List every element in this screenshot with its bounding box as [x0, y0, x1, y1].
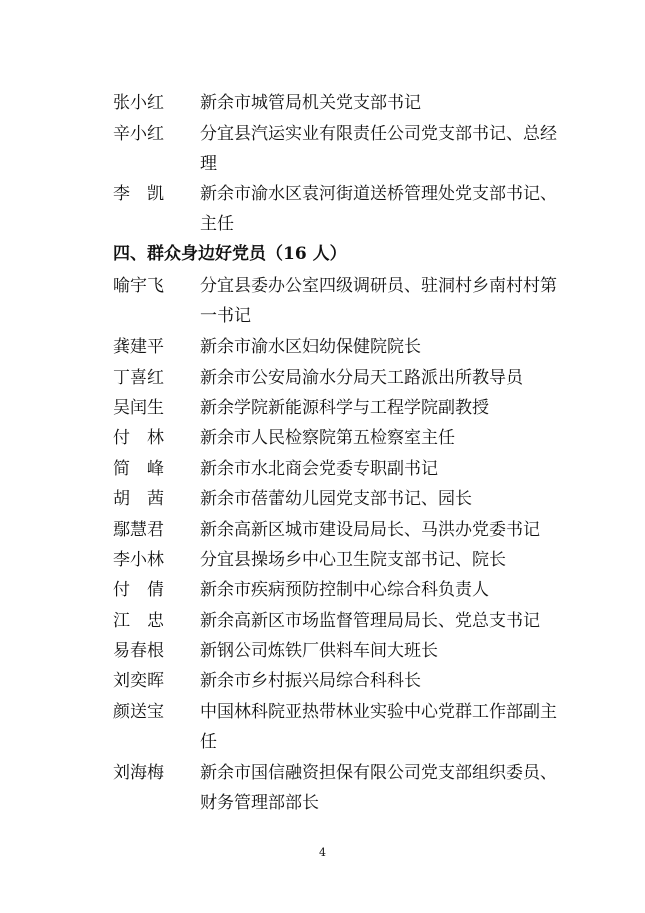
person-title: 新余市蓓蕾幼儿园党支部书记、园长 [200, 489, 472, 509]
person-name: 简 峰 [113, 459, 164, 479]
person-name: 辛小红 [113, 124, 164, 144]
person-title: 分宜县汽运实业有限责任公司党支部书记、总经理 [200, 124, 557, 174]
person-title: 新余高新区城市建设局局长、马洪办党委书记 [200, 520, 540, 540]
person-name: 付 倩 [113, 580, 164, 600]
person-name: 李 凯 [113, 184, 164, 204]
person-title: 中国林科院亚热带林业实验中心党群工作部副主任 [200, 702, 557, 752]
person-name: 龚建平 [113, 337, 164, 357]
person-name: 丁喜红 [113, 368, 164, 388]
person-name: 刘奕晖 [113, 671, 164, 691]
person-name: 李小林 [113, 550, 164, 570]
person-name: 吴闰生 [113, 398, 164, 418]
person-title: 新余市公安局渝水分局天工路派出所教导员 [200, 368, 523, 388]
person-title: 新余市渝水区袁河街道送桥管理处党支部书记、主任 [200, 184, 557, 234]
person-name: 江 忠 [113, 611, 164, 631]
person-name: 鄢慧君 [113, 520, 164, 540]
person-name: 刘海梅 [113, 763, 164, 783]
person-title: 新余高新区市场监督管理局局长、党总支书记 [200, 611, 540, 631]
person-title: 新余市乡村振兴局综合科科长 [200, 671, 421, 691]
person-title: 新余市疾病预防控制中心综合科负责人 [200, 580, 489, 600]
person-title: 新余市水北商会党委专职副书记 [200, 459, 438, 479]
person-name: 付 林 [113, 428, 164, 448]
person-title: 新余学院新能源科学与工程学院副教授 [200, 398, 489, 418]
person-name: 喻宇飞 [113, 276, 164, 296]
page-number: 4 [319, 846, 326, 859]
person-title: 新余市国信融资担保有限公司党支部组织委员、财务管理部部长 [200, 763, 557, 813]
person-name: 易春根 [113, 641, 164, 661]
person-title: 分宜县委办公室四级调研员、驻洞村乡南村村第一书记 [200, 276, 557, 326]
section-heading: 四、群众身边好党员（16 人） [113, 244, 347, 264]
person-name: 胡 茜 [113, 489, 164, 509]
person-title: 新余市渝水区妇幼保健院院长 [200, 337, 421, 357]
person-name: 颜送宝 [113, 702, 164, 722]
person-title: 新钢公司炼铁厂供料车间大班长 [200, 641, 438, 661]
person-title: 分宜县操场乡中心卫生院支部书记、院长 [200, 550, 506, 570]
person-name: 张小红 [113, 93, 164, 113]
person-title: 新余市城管局机关党支部书记 [200, 93, 421, 113]
person-title: 新余市人民检察院第五检察室主任 [200, 428, 455, 448]
